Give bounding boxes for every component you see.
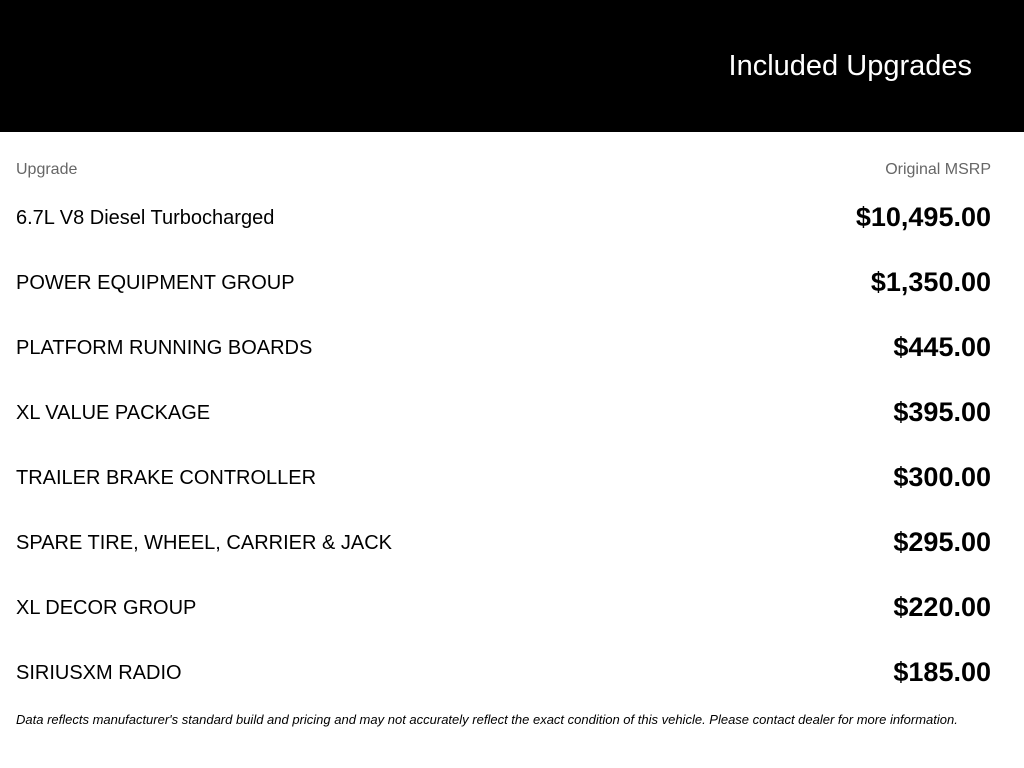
upgrade-row [16, 575, 991, 640]
upgrade-row [16, 380, 991, 445]
upgrade-price: $1,350.00 [870, 267, 991, 297]
upgrade-name: 6.7L V8 Diesel Turbocharged [16, 207, 275, 229]
upgrade-name: TRAILER BRAKE CONTROLLER [16, 467, 317, 489]
page-title: Included Upgrades [728, 50, 972, 82]
upgrade-name: SPARE TIRE, WHEEL, CARRIER & JACK [16, 532, 393, 554]
upgrade-price: $300.00 [893, 462, 991, 492]
upgrade-name: XL VALUE PACKAGE [16, 402, 211, 424]
upgrade-column-header: Upgrade [16, 161, 78, 178]
upgrade-row [16, 315, 991, 380]
upgrade-row [16, 445, 991, 510]
upgrade-name: SIRIUSXM RADIO [16, 662, 182, 684]
upgrade-price: $10,495.00 [855, 202, 991, 232]
disclaimer-text: Data reflects manufacturer's standard build and pricing and may not accurately reflect the exact condition of this vehicle. Please contact dealer for more information. [16, 712, 958, 727]
upgrade-row [16, 250, 991, 315]
upgrade-price: $445.00 [893, 332, 991, 362]
upgrade-price: $220.00 [893, 592, 991, 622]
upgrade-row [16, 640, 991, 705]
upgrade-price: $295.00 [893, 527, 991, 557]
upgrade-price: $395.00 [893, 397, 991, 427]
msrp-column-header: Original MSRP [885, 161, 991, 178]
upgrade-list [16, 185, 991, 705]
upgrade-name: POWER EQUIPMENT GROUP [16, 272, 295, 294]
upgrade-row [16, 185, 991, 250]
column-headers [16, 160, 991, 180]
header-banner [0, 0, 1024, 132]
upgrade-name: PLATFORM RUNNING BOARDS [16, 337, 313, 359]
upgrade-name: XL DECOR GROUP [16, 597, 197, 619]
upgrade-price: $185.00 [893, 657, 991, 687]
upgrade-row [16, 510, 991, 575]
